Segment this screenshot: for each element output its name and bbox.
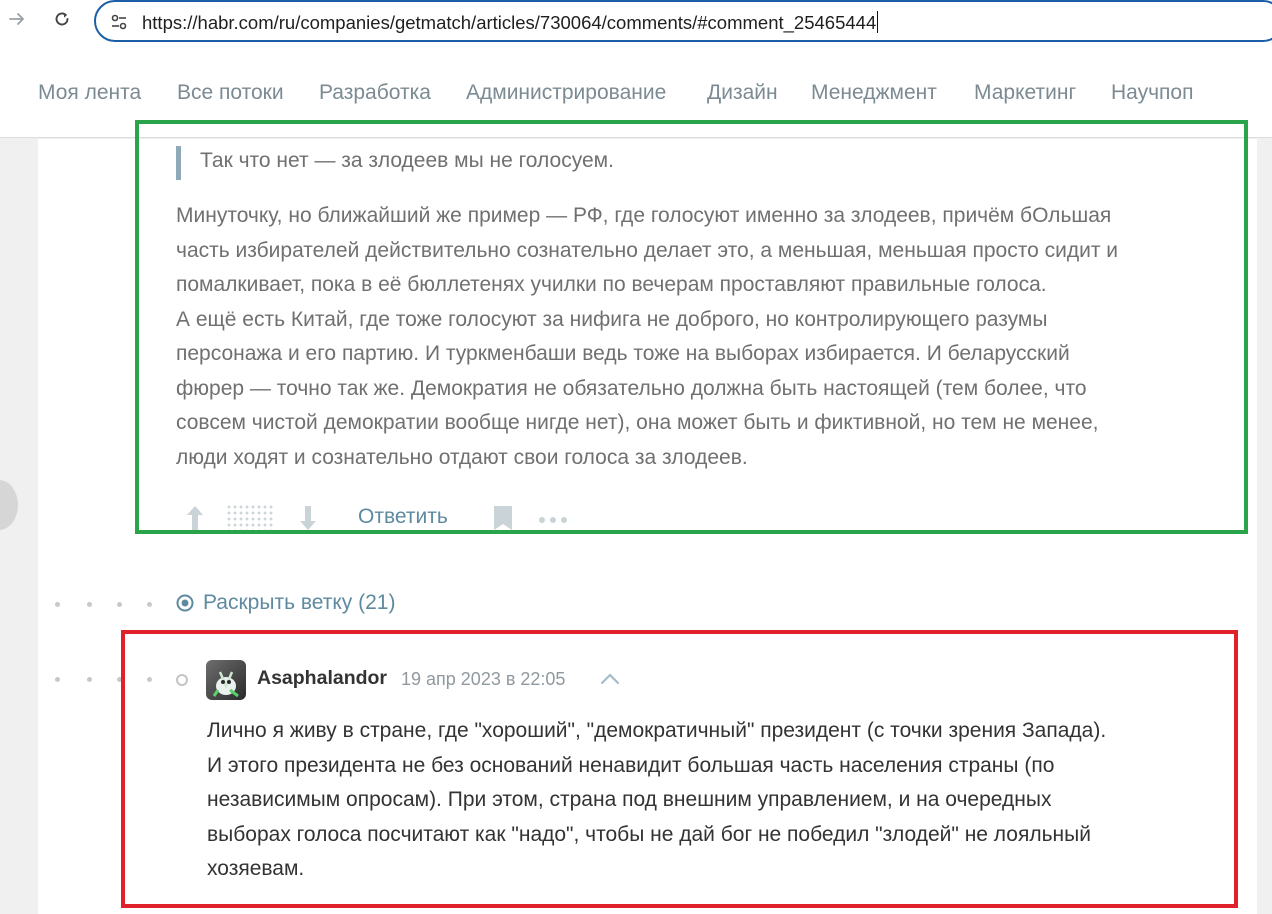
reply-line: выборах голоса посчитают как "надо", чтобы не дай бог не победил "злодей" не лояльный xyxy=(207,822,1091,846)
reply-button[interactable]: Ответить xyxy=(358,505,448,528)
expand-thread-label: Раскрыть ветку (21) xyxy=(203,591,396,614)
reload-icon xyxy=(52,9,72,29)
address-bar[interactable] xyxy=(94,0,1272,42)
green-highlight-frame xyxy=(135,120,1248,534)
reply-line: И этого президента не без оснований ненавидит большая часть населения страны (по xyxy=(207,753,1055,777)
browser-toolbar xyxy=(0,0,1272,50)
flow-all[interactable]: Все потоки xyxy=(177,81,284,104)
flow-popsci[interactable]: Научпоп xyxy=(1111,81,1194,104)
comment-author[interactable]: Asaphalandor xyxy=(257,667,388,689)
side-scroll-indicator[interactable] xyxy=(0,480,18,530)
flow-management[interactable]: Менеджмент xyxy=(811,81,937,104)
flow-design[interactable]: Дизайн xyxy=(707,81,778,104)
comment-line: совсем чистой демократии вообще нигде нет), она может быть и фиктивной, но тем не менее, xyxy=(176,411,1099,434)
reply-line: независимым опросам). При этом, страна под внешним управлением, и на очередных xyxy=(207,788,1052,811)
comment-line: Минуточку, но ближайший же пример — РФ, где голосуют именно за злодеев, причём бОльшая xyxy=(176,204,1112,227)
flow-administration[interactable]: Администрирование xyxy=(466,81,667,104)
thread-level-dot xyxy=(87,677,92,682)
url-text[interactable]: https://habr.com/ru/companies/getmatch/articles/730064/comments/#comment_25465444 xyxy=(142,12,877,33)
blockquote-text: Так что нет — за злодеев мы не голосуем. xyxy=(200,149,614,172)
thread-level-dot xyxy=(55,602,60,607)
reply-line: Лично я живу в стране, где "хороший", "демократичный" президент (с точки зрения Запада). xyxy=(207,719,1107,742)
forward-button[interactable] xyxy=(4,6,30,32)
text-caret xyxy=(877,11,878,33)
red-highlight-frame xyxy=(121,630,1238,908)
comment-line: помалкивает, пока в её бюллетенях училки по вечерам проставляют правильные голоса. xyxy=(176,273,1047,296)
flow-marketing[interactable]: Маркетинг xyxy=(974,81,1077,104)
thread-level-dot xyxy=(117,602,122,607)
expand-thread-button[interactable] xyxy=(176,591,395,615)
site-settings-icon[interactable] xyxy=(108,11,130,33)
expand-circle-icon xyxy=(176,594,194,612)
arrow-right-icon xyxy=(7,9,27,29)
comment-line: А ещё есть Китай, где тоже голосуют за нифига не доброго, но контролирующего разумы xyxy=(176,307,1048,331)
comment-line: часть избирателей действительно сознательно делает это, а меньшая, меньшая просто сидит и xyxy=(176,238,1119,262)
thread-level-dot xyxy=(55,677,60,682)
reply-line: хозяевам. xyxy=(207,857,305,880)
comment-timestamp[interactable]: 19 апр 2023 в 22:05 xyxy=(401,669,566,689)
reload-button[interactable] xyxy=(49,6,75,32)
thread-level-dot xyxy=(87,602,92,607)
comment-line: люди ходят и сознательно отдают свои голоса за злодеев. xyxy=(176,445,748,469)
comment-line: фюрер — точно так же. Демократия не обязательно должна быть настоящей (тем более, что xyxy=(176,376,1087,400)
thread-level-dot xyxy=(147,602,152,607)
flow-development[interactable]: Разработка xyxy=(319,81,431,104)
flow-my-feed[interactable]: Моя лента xyxy=(38,81,142,104)
comment-line: персонажа и его партию. И туркменбаши ведь тоже на выборах избирается. И беларусский xyxy=(176,342,1070,365)
